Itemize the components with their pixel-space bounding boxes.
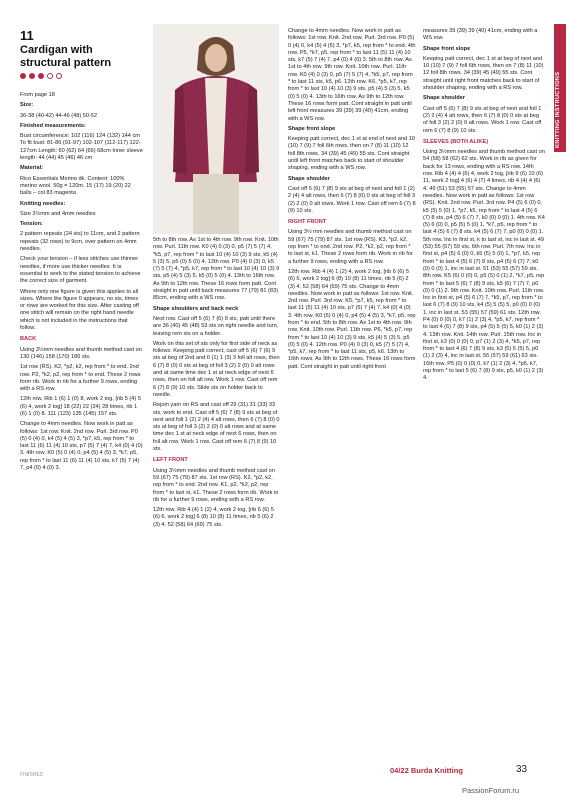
paragraph: Using 3½ mm needles and thumb method cast on 59 (67) 75 (79) 87 sts. 1st row (RS). K3, *p2, k2, rep from * to end. 2nd row. P2, *k2, p2, rep from * to last st, k1. These 2 rows form rib. Work in rib for a further 9 rows, ending with a RS row. (288, 229, 413, 265)
subheading: Tension: (20, 221, 43, 228)
paragraph: Bust circumference: 102 (116) 124 (132) 144 cm To fit bust: 81-86 (91-97) 102-107 (112-117) 122-127cm Length: 60 (62) 64 (66) 68cm Inner sleeve length: 44 (44) 45 (46) 46 cm (20, 133, 143, 162)
subheading: Shape shoulder (288, 175, 330, 182)
subheading: Shape shoulders and back neck (153, 305, 239, 312)
section-side-tab (554, 24, 566, 152)
difficulty-rating (20, 73, 62, 79)
paragraph: Cast off 5 (6) 7 (8) 9 sts at beg of next and foll 1 (2) 2 (4) 4 alt rows, then 6 (7) 8 (0) 0 sts at beg of foll 3 (2) 2 (0) 0 alt rows. Work 1 row. Cast off rem 6 (7) 8 (9) 10 sts. (288, 185, 416, 214)
watermark: PassionForum.ru (462, 786, 520, 795)
paragraph: Size 3½mm and 4mm needles (20, 210, 96, 217)
section-heading: RIGHT FRONT (288, 219, 327, 226)
paragraph: Next row. Cast off 5 (6) 7 (6) 9 sts, patt until there are 36 (40) 45 (48) 53 sts on right needle and turn, leaving rem sts on a holder. (153, 315, 279, 337)
difficulty-dot-empty (47, 73, 53, 79)
section-heading: SLEEVES (BOTH ALIKE) (423, 138, 489, 145)
subheading: Knitting needles: (20, 200, 66, 207)
from-page: From page 18 (20, 92, 55, 98)
paragraph: 1st row (RS). K2, *p2, k2, rep from * to end. 2nd row. P2, *k2, p2, rep from * to end. These 2 rows form rib. Work in rib for a further 9 rows, ending with a RS row. (20, 364, 141, 393)
footer-left-text: FINISHED (20, 772, 44, 778)
col4-body (423, 28, 545, 383)
paragraph: Change to 4mm needles. Now work in patt as follows: 1st row. Knit. 2nd row. Purl. 3rd row. P0 (5) 0 (4) 0, k4 (5) 4 (5) 3, *p7, k5, rep from * to last 11 (6) 11 (4) 10 sts, p7 (5) 7 (4) 7, k4 (0) 4 (0) 3. 4th row. K0 (5) 0 (4) 0, p4 (5) 4 (5) 3, *k7, p5, rep from * to last 11 (6) 11 (4) 10 sts, k7 (5) 7 (4) 7, p4 (0) 4 (0) 3. (20, 421, 143, 472)
page-number: 33 (516, 764, 528, 775)
paragraph: 5th to 8th row. As 1st to 4th row. 9th row. Knit. 10th row. Purl. 11th row. K0 (4) 0 (3) 0, p5 (7) 5 (7) 4, *k5, p7, rep from * to last 10 (4) 10 (3) 9 sts, k5 (4) 5 (3) 5, p5 (0) 5 (0) 4. 12th row. P0 (4) 0 (3) 0, k5 (7) 5 (7) 4, *p5, k7, rep from * to last 10 (4) 10 (3) 9 sts, p5 (4) 5 (3) 5, k5 (0) 5 (0) 4. 13th to 16th row. As 9th to 12th row. These 16 rows form patt. Cont straight in patt until back measures 77 (79) 81 (83) 85cm, ending with a WS row. (153, 237, 280, 302)
col2-body (153, 237, 281, 529)
paragraph: Rejoin yarn on RS and cast off 29 (31) 31 (33) 33 sts, work to end. Cast off 5 (6) 7 (8) 9 sts at beg of next and foll 1 (2) 2 (4) 4 alt rows, then 6 (7) 8 (0) 0 sts at beg of foll 3 (2) 2 (0) 0 alt rows and at same time dec 1 st at neck edge of next 6 rows, then on foll alt row. Work 1 row. Cast off rem 6 (7) 8 (9) 10 sts. (153, 402, 280, 453)
column-3 (288, 28, 416, 374)
paragraph: 2 pattern repeats (24 sts) to 11cm, and 2 pattern repeats (32 rows) to 9cm, over pattern on 4mm needles. (20, 231, 140, 253)
subheading: Shape front slope (288, 125, 336, 132)
subheading: Finished measurements: (20, 122, 86, 129)
col3-body (288, 28, 416, 371)
paragraph: 12th row. Rib 4 (4) 1 (2) 4, work 2 tog, [rib 6 (6) 5 (6) 6, work 2 tog] 6 (8) 10 (8) 11 times, rib 5 (6) 2 (3) 4. 52 (58) 64 (69) 75 sts. Change to 4mm needles. Now work in patt as follows: 1st row. Knit. 2nd row. Purl. 3rd row. K5, *p7, k5, rep from * to last 11 (5) 11 (4) 10 sts, p7 (5) 7 (4) 7, k4 (0) 4 (0) 3. 4th row. K0 (5) 0 (4) 0, p4 (5) 4 (5) 3, *k7, p5, rep from * to end. 5th to 8th row. As 1st to 4th row. 9th row. Knit. 10th row. Purl. 11th row. P6, *k5, p7, rep from * to last 10 (4) 10 (3) 9 sts, k5 (4) 5 (3) 5, p5 (0) 5 (0) 4. 12th row. P0 (4) 0 (3) 0, k5 (7) 5 (7) 4, *p5, k7, rep from * to last 11 sts, p5, k6. 13th to 16th rows. As 9th to 12th rows. These 16 rows form patt. Cont straight in patt until right front (288, 268, 416, 370)
subheading: Material: (20, 165, 44, 172)
paragraph: Keeping patt correct, dec 1 st at beg of next and 10 (10) 7 (9) 7 foll 6th rows, then on 7 (8) 11 (10) 12 foll 8th rows. 34 (39) 45 (49) 55 sts. Cont straight until right front matches back to start of shoulder shaping, ending with a RS row. (423, 55, 544, 92)
section-heading: LEFT FRONT (153, 457, 188, 464)
paragraph: 36-38 (40-42) 44-46 (48) 50-52 (20, 112, 98, 119)
paragraph: 12th row. Rib 4 (4) 1 (2) 4, work 2 tog, [rib 6 (6) 5 (6) 6, work 2 tog] 6 (8) 10 (8) 11 times, rib 5 (6) 2 (3) 4. 52 (58) 64 (69) 75 sts. (153, 507, 274, 528)
difficulty-dot-empty (56, 73, 62, 79)
paragraph: Check your tension – if less stitches use thinner needles, if more use thicker needles. It is essential to work to the stated tension to achieve the correct size of garment. (20, 256, 141, 285)
footer-issue: 04/22 Burda Knitting (390, 766, 463, 775)
column-4 (423, 28, 545, 386)
paragraph: measures 39 (39) 39 (40) 41cm, ending with a WS row. (423, 28, 538, 42)
paragraph: Change to 4mm needles. Now work in patt as follows: 1st row. Knit. 2nd row. Purl. 3rd row. P0 (5) 0 (4) 0, k4 (5) 4 (5) 3, *p7, k5, rep from * to end. 4th row. P5, *k7, p5, rep from * to last 11 (5) 11 (4) 10 sts, k7 (5) 7 (4) 7, p4 (0) 4 (0) 3. 5th to 8th row. As 1st to 4th row. 9th row. Knit. 10th row. Purl. 11th row. K0 (4) 0 (3) 0, p5 (7) 5 (7) 4, *k5, p7, rep from * to last 11 sts, k5, p6. 12th row. K6, *p5, k7, rep from * to last 10 (4) 10 (3) 9 sts, p5 (4) 5 (3) 5, k5 (0) 5 (0) 4. 13th to 16th row. As 9th to 12th row. These 16 rows form patt. Cont straight in patt until left front measures 39 (39) 39 (40) 41cm, ending with a WS row. (288, 28, 416, 122)
paragraph: Using 3½mm needles and thumb method cast on 130 (146) 158 (170) 186 sts. (20, 346, 142, 360)
pattern-title: Cardigan with structural pattern (20, 44, 112, 69)
paragraph: Using 3½mm needles and thumb method cast on 59 (67) 75 (79) 87 sts. 1st row (RS). K2, *p2, k2, rep from * to end. 2nd row. K1, p2, *k2, p2, rep from * to last st, k1. These 2 rows form rib. Work in rib for a further 9 rows, ending with a RS row. (153, 467, 279, 503)
side-tab-label: KNITTING INSTRUCTIONS (555, 71, 561, 148)
paragraph: Work on this set of sts only for first side of neck as follows: Keeping patt correct, cast off 5 (6) 7 (6) 9 sts at beg of 2nd and 0 (1) 1 (3) 3 foll alt rows, then 6 (7) 8 (0) 0 sts at beg of foll 3 (2) 2 (0) 0 alt rows and at same time dec 1 st at neck edge of next 6 rows, then on foll alt row. Work 1 row. Cast off rem 6 (7) 8 (9) 10 sts. Slide sts on holder back to needle. (153, 340, 280, 398)
paragraph: Cast off 5 (6) 7 (8) 9 sts at beg of next and foll 1 (2) 2 (4) 4 alt rows, then 6 (7) 8 (0) 0 sts at beg of foll 3 (2) 2 (0) 0 alt rows. Work 1 row. Cast off rem 6 (7) 8 (9) 10 sts. (423, 105, 542, 134)
difficulty-dot-filled (20, 73, 26, 79)
section-heading: BACK (20, 336, 37, 343)
subheading: Shape front slope (423, 45, 471, 52)
pattern-number: 11 (20, 28, 34, 43)
model-photo (153, 24, 279, 234)
col1-body (20, 102, 143, 472)
subheading: Shape shoulder (423, 95, 465, 102)
paragraph: Keeping patt correct, dec 1 st at end of next and 10 (10) 7 (9) 7 foll 6th rows, then on 7 (8) 11 (10) 12 foll 8th rows. 34 (39) 45 (49) 55 sts. Cont straight until left front matches back to start of shoulder shaping, ending with a WS row. (288, 136, 415, 172)
column-2 (153, 237, 281, 532)
difficulty-dot-filled (29, 73, 35, 79)
paragraph: Where only one figure is given this applies to all sizes. Where the figure 0 appears, no sts, times or rows are worked for this size. After casting off one stitch will remain on the right hand needle which is not included in the instructions that follow. (20, 288, 139, 332)
paragraph: 12th row. Rib 1 (6) 1 (0) 8, work 2 tog, [rib 5 (4) 5 (6) 4, work 2 tog] 18 (22) 22 (24) 28 times, rib 1 (6) 1 (0) 8. 111 (123) 135 (145) 157 sts. (20, 396, 141, 417)
paragraph: Rico Essentials Merino dk. Content: 100% merino wool. 50g = 120m. 15 (17) 19 (20) 22 balls – col 83 magenta (20, 175, 131, 197)
paragraph: Using 3½mm needles and thumb method cast on 54 (58) 58 (62) 62 sts. Work in rib as given for back for 13 rows, ending with a RS row. 14th row. Rib 4 (4) 4 (6) 4, work 2 tog, [rib 9 (6) 10 (6) 11, work 2 tog] 4 (6) 4 (7) 4 times, rib 4 (4) 4 (6) 4. 49 (51) 53 (55) 57 sts. Change to 4mm needles. Now work in patt as follows: 1st row (RS). Knit. 2nd row. Purl. 3rd row. P4 (5) 6 (0) 0, k5 (5) 5 (0) 1, *p7, k5, rep from * to last 4 (5) 6 (7) 8 sts, p4 (5) 6 (7) 7, k0 (0) 0 (0) 1. 4th row. K4 (5) 6 (0) 0, p5 (5) 5 (0) 1, *k7, p5, rep from * to last 4 (5) 6 (7) 8 sts, k4 (5) 6 (7) 7, p0 (0) 0 (0) 1. 5th row. Inc in first st, k to last st, inc in last st. 49 (53) 55 (57) 59 sts. 6th row. Purl. 7th row. Inc in first st, p4 (5) 6 (0) 0, k5 (5) 5 (0) 1, *p7, k5, rep from * to last 4 (5) 6 (7) 8 sts, p4 (5) 6 (7) 7, k0 (0) 0 (0) 1, inc in last st. 51 (53) 55 (57) 59 sts. 8th row. K5 (6) 0 (0) 0, p5 (5) 0 (1) 2, *k7, p5, rep from * to last 5 (6) 7 (8) 9 sts, k5 (6) 7 (7) 7, p0 (0) 0 (1) 2. 9th row. Knit. 10th row. Purl. 11th row. Inc in first st, p4 (5) 6 (7) 7, *k5, p7, rep from * to last 6 (7) 8 (9) 10 sts, k4 (5) 5 (5) 5, p0 (0) 0 (0) 1, inc in last st. 53 (55) 57 (59) 61 sts. 12th row. P4 (0) 0 (0) 0, k7 (1) 2 (3) 4, *p5, k7, rep from * to last 4 (6) 7 (8) 9 sts, p4 (5) 5 (5) 5, k0 (1) 2 (3) 4. 13th row. Knit. 14th row. Purl. 15th row. Inc in first st, k3 (0) 0 (0) 0, p7 (1) 2 (3) 4, *k5, p7, rep from * to last 4 (6) 7 (8) 9 sts, k3 (5) 5 (5) 5, p0 (1) 2 (3) 4, inc in last st. 55 (57) 59 (61) 63 sts. 16th row. P5 (0) 0 (0) 0, k7 (1) 2 (3) 4, *p5, k7, rep from * to last 5 (6) 7 (8) 9 sts, p5, k0 (1) 2 (3) 4. (423, 149, 545, 382)
column-1 (20, 92, 143, 475)
cardigan-model-illustration (153, 24, 279, 234)
subheading: Size: (20, 102, 34, 109)
difficulty-dot-filled (38, 73, 44, 79)
